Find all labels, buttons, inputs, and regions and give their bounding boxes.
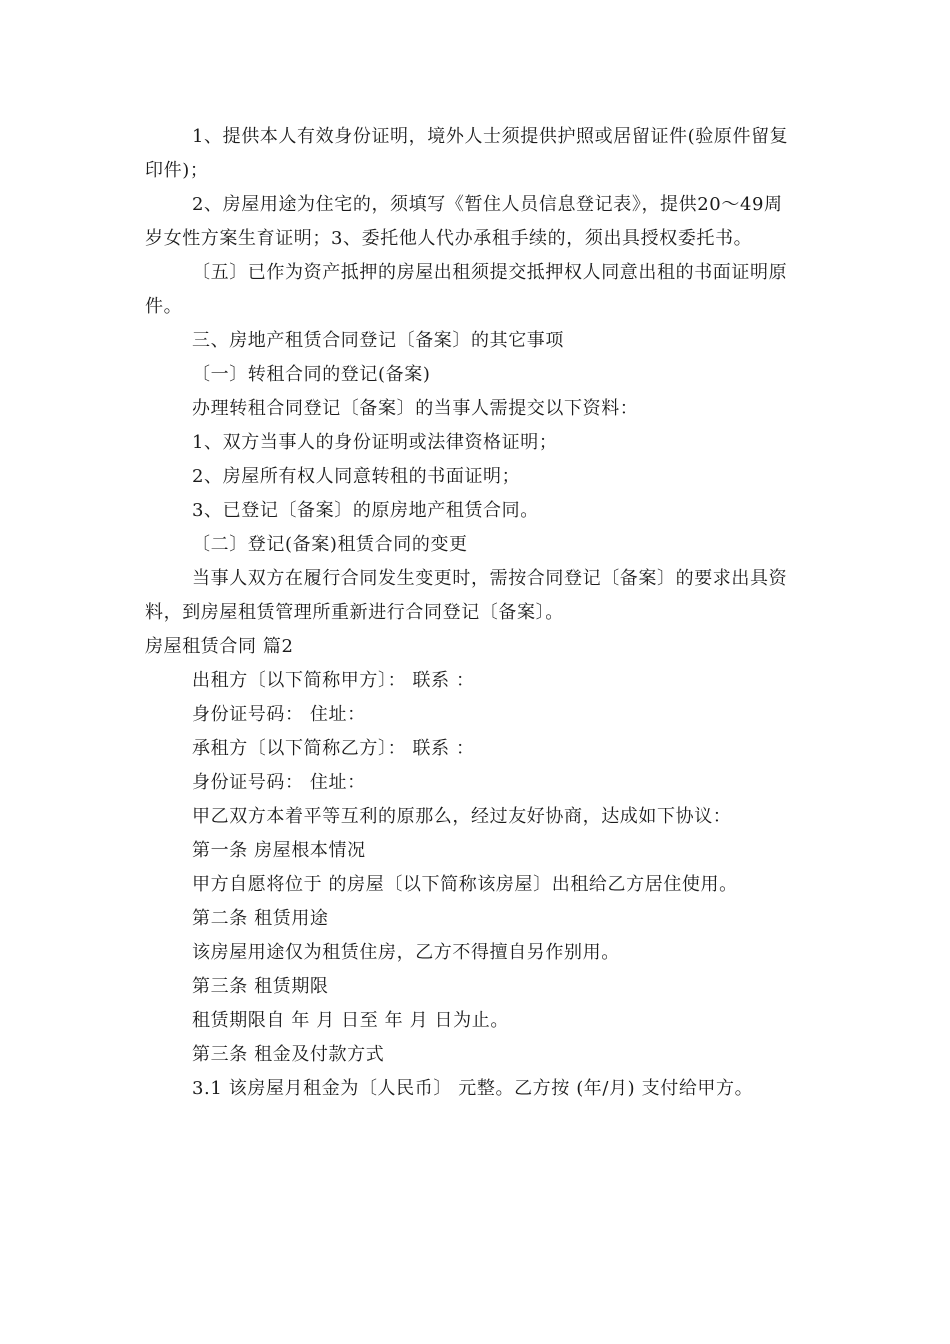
paragraph-line: 甲方自愿将位于 的房屋〔以下简称该房屋〕出租给乙方居住使用。 [192,874,738,895]
list-item: 2、房屋所有权人同意转租的书面证明； [192,466,521,487]
paragraph-line: 1、提供本人有效身份证明，境外人士须提供护照或居留证件(验原件留复 [192,126,789,147]
subsection-heading: 〔一〕转租合同的登记(备案) [192,364,431,385]
paragraph-line: 件。 [145,296,183,317]
article-heading: 第一条 房屋根本情况 [192,840,366,861]
document-body [145,120,810,1106]
paragraph-line: 〔五〕已作为资产抵押的房屋出租须提交抵押权人同意出租的书面证明原 [192,262,788,283]
paragraph-line: 当事人双方在履行合同发生变更时，需按合同登记〔备案〕的要求出具资 [192,568,788,589]
paragraph-line: 租赁期限自 年 月 日至 年 月 日为止。 [192,1010,509,1031]
section-heading: 三、房地产租赁合同登记〔备案〕的其它事项 [192,330,564,351]
form-field-line: 承租方〔以下简称乙方〕： 联系 ： [192,738,475,759]
paragraph-line: 印件)； [145,160,209,181]
subsection-heading: 〔二〕登记(备案)租赁合同的变更 [192,534,468,555]
paragraph-line: 3.1 该房屋月租金为〔人民币〕 元整。乙方按 (年/月) 支付给甲方。 [192,1078,754,1099]
form-field-line: 身份证号码： 住址： [192,704,366,725]
article-heading: 第三条 租赁期限 [192,976,329,997]
document-title: 房屋租赁合同 篇2 [145,636,294,657]
article-heading: 第三条 租金及付款方式 [192,1044,385,1065]
list-item: 1、双方当事人的身份证明或法律资格证明； [192,432,558,453]
form-field-line: 出租方〔以下简称甲方〕： 联系 ： [192,670,475,691]
paragraph-line: 办理转租合同登记〔备案〕的当事人需提交以下资料： [192,398,639,419]
paragraph-line: 2、房屋用途为住宅的，须填写《暂住人员信息登记表》，提供20～49周 [192,194,783,215]
list-item: 3、已登记〔备案〕的原房地产租赁合同。 [192,500,539,521]
paragraph-line: 岁女性方案生育证明；3、委托他人代办承租手续的，须出具授权委托书。 [145,228,753,249]
form-field-line: 身份证号码： 住址： [192,772,366,793]
article-heading: 第二条 租赁用途 [192,908,329,929]
paragraph-line: 甲乙双方本着平等互利的原那么，经过友好协商，达成如下协议： [192,806,732,827]
paragraph-line: 料，到房屋租赁管理所重新进行合同登记〔备案〕。 [145,602,564,623]
paragraph-line: 该房屋用途仅为租赁住房，乙方不得擅自另作别用。 [192,942,620,963]
